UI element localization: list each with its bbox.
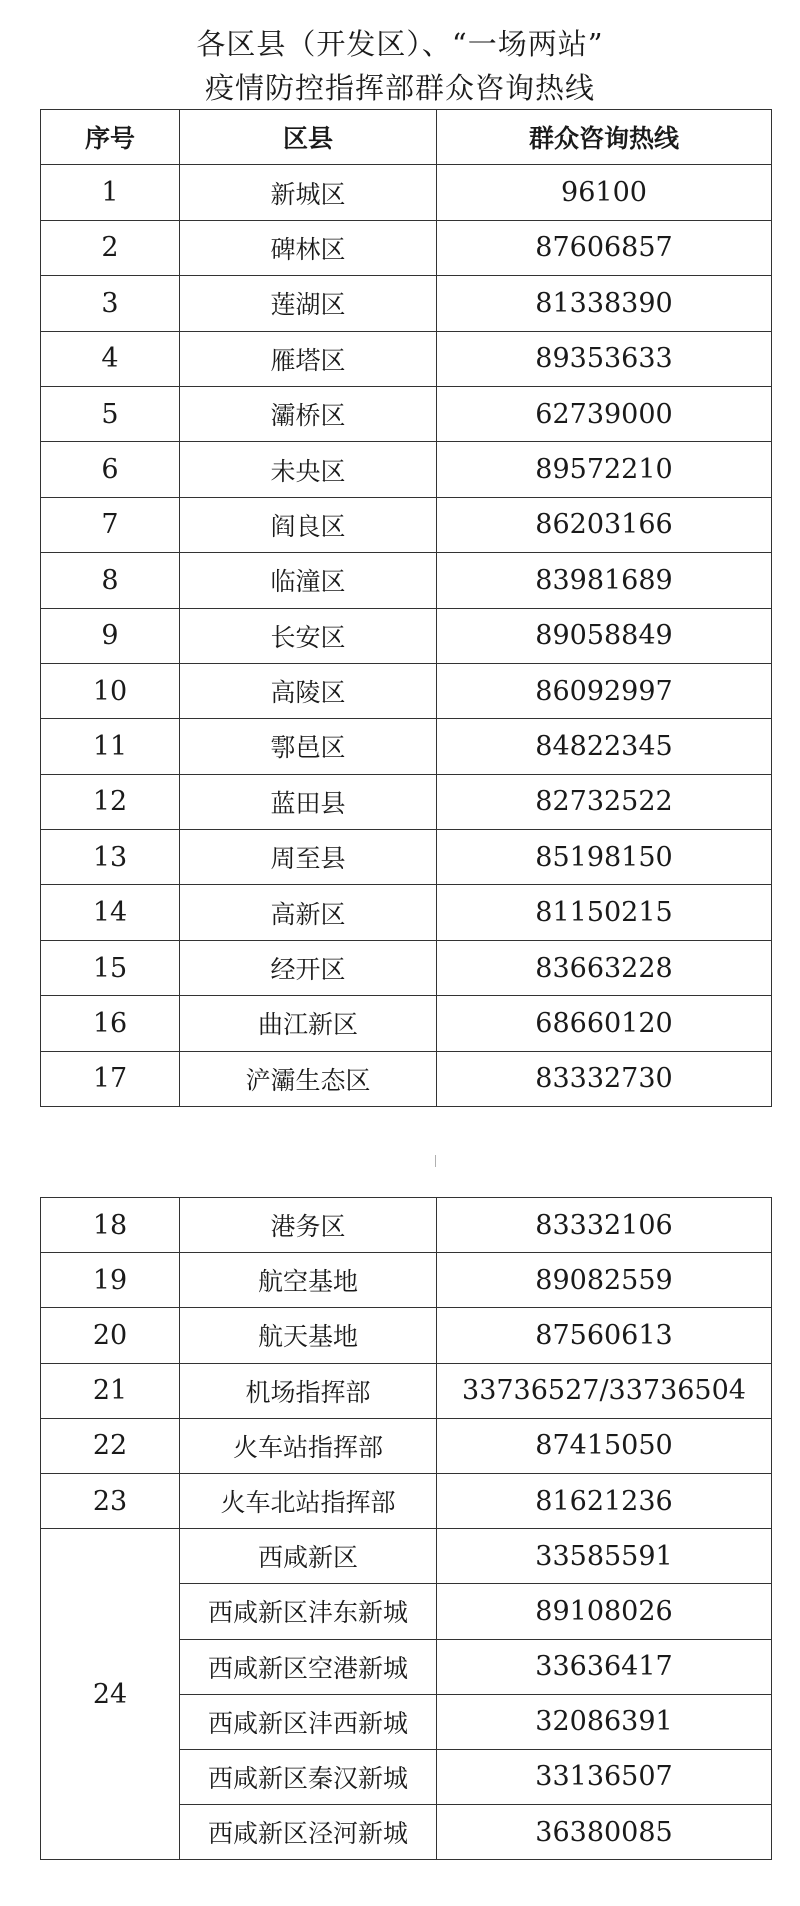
row-serial-number: 4 [41,331,180,386]
table-row [41,940,772,995]
header-hotline: 群众咨询热线 [437,110,772,165]
row-hotline-number: 68660120 [437,996,772,1051]
row-serial-number: 17 [41,1051,180,1106]
row-district-name: 高新区 [180,885,437,940]
table-row [41,1529,772,1584]
table-row [41,996,772,1051]
row-hotline-number: 83332730 [437,1051,772,1106]
table-row [41,1363,772,1418]
row-serial-number: 21 [41,1363,180,1418]
row-district-name: 西咸新区空港新城 [180,1639,437,1694]
row-hotline-number: 87415050 [437,1418,772,1473]
row-serial-number: 12 [41,774,180,829]
row-district-name: 新城区 [180,165,437,220]
header-serial-number: 序号 [41,110,180,165]
row-hotline-number: 33636417 [437,1639,772,1694]
document-title-line-1: 各区县（开发区）、“一场两站” [196,27,604,61]
row-district-name: 雁塔区 [180,331,437,386]
row-district-name: 西咸新区秦汉新城 [180,1749,437,1804]
table-row [41,885,772,940]
hotline-table-part-2 [40,1197,772,1860]
row-district-name: 曲江新区 [180,996,437,1051]
row-hotline-number: 86203166 [437,497,772,552]
row-hotline-number: 83981689 [437,553,772,608]
row-hotline-number: 89572210 [437,442,772,497]
row-hotline-number: 87560613 [437,1308,772,1363]
row-district-name: 西咸新区沣东新城 [180,1584,437,1639]
table-row [41,774,772,829]
row-district-name: 浐灞生态区 [180,1051,437,1106]
row-serial-number: 23 [41,1473,180,1528]
row-hotline-number: 62739000 [437,386,772,441]
row-district-name: 灞桥区 [180,386,437,441]
table-row [41,719,772,774]
hotline-table-part-1 [40,109,772,1107]
row-serial-number: 9 [41,608,180,663]
row-hotline-number: 84822345 [437,719,772,774]
table-row [41,1418,772,1473]
table-header-row [41,110,772,165]
row-hotline-number: 85198150 [437,830,772,885]
row-district-name: 蓝田县 [180,774,437,829]
table-row [41,331,772,386]
table-row [41,1198,772,1253]
row-district-name: 鄠邑区 [180,719,437,774]
row-serial-number: 10 [41,663,180,718]
row-hotline-number: 81621236 [437,1473,772,1528]
table-row [41,220,772,275]
row-district-name: 西咸新区沣西新城 [180,1694,437,1749]
row-hotline-number: 81338390 [437,276,772,331]
table-row [41,276,772,331]
row-district-name: 阎良区 [180,497,437,552]
row-district-name: 周至县 [180,830,437,885]
row-hotline-number: 89058849 [437,608,772,663]
row-serial-number: 18 [41,1198,180,1253]
table-row [41,165,772,220]
row-district-name: 西咸新区泾河新城 [180,1805,437,1860]
table-row [41,553,772,608]
row-hotline-number: 36380085 [437,1805,772,1860]
row-serial-number: 3 [41,276,180,331]
table-row [41,1473,772,1528]
row-serial-number: 5 [41,386,180,441]
row-hotline-number: 89353633 [437,331,772,386]
row-serial-number: 20 [41,1308,180,1363]
header-district: 区县 [180,110,437,165]
table-row [41,442,772,497]
row-district-name: 火车站指挥部 [180,1418,437,1473]
row-hotline-number: 83663228 [437,940,772,995]
row-serial-number: 2 [41,220,180,275]
row-hotline-number: 33585591 [437,1529,772,1584]
row-hotline-number: 82732522 [437,774,772,829]
row-serial-number: 19 [41,1253,180,1308]
row-district-name: 碑林区 [180,220,437,275]
table-row [41,830,772,885]
document-title-line-2: 疫情防控指挥部群众咨询热线 [204,71,595,105]
row-district-name: 莲湖区 [180,276,437,331]
row-serial-number: 22 [41,1418,180,1473]
row-serial-number: 7 [41,497,180,552]
row-hotline-number: 96100 [437,165,772,220]
row-hotline-number: 86092997 [437,663,772,718]
table-row [41,1308,772,1363]
table-row [41,663,772,718]
table-row [41,608,772,663]
row-serial-number: 16 [41,996,180,1051]
table-row [41,497,772,552]
row-district-name: 机场指挥部 [180,1363,437,1418]
row-hotline-number: 81150215 [437,885,772,940]
row-district-name: 港务区 [180,1198,437,1253]
row-district-name: 航天基地 [180,1308,437,1363]
row-hotline-number: 89082559 [437,1253,772,1308]
row-district-name: 高陵区 [180,663,437,718]
row-district-name: 经开区 [180,940,437,995]
row-district-name: 未央区 [180,442,437,497]
row-serial-number: 14 [41,885,180,940]
row-serial-number: 6 [41,442,180,497]
row-hotline-number: 89108026 [437,1584,772,1639]
row-serial-number: 1 [41,165,180,220]
table-row [41,386,772,441]
row-district-name: 火车北站指挥部 [180,1473,437,1528]
table-row [41,1051,772,1106]
row-district-name: 西咸新区 [180,1529,437,1584]
row-hotline-number: 33736527/33736504 [437,1363,772,1418]
row-hotline-number: 87606857 [437,220,772,275]
row-hotline-number: 32086391 [437,1694,772,1749]
row-serial-number: 8 [41,553,180,608]
row-serial-number: 24 [41,1529,180,1860]
row-district-name: 长安区 [180,608,437,663]
row-hotline-number: 83332106 [437,1198,772,1253]
row-serial-number: 15 [41,940,180,995]
table-row [41,1253,772,1308]
row-hotline-number: 33136507 [437,1749,772,1804]
row-district-name: 临潼区 [180,553,437,608]
row-district-name: 航空基地 [180,1253,437,1308]
page-break-mark [435,1155,436,1167]
row-serial-number: 13 [41,830,180,885]
row-serial-number: 11 [41,719,180,774]
